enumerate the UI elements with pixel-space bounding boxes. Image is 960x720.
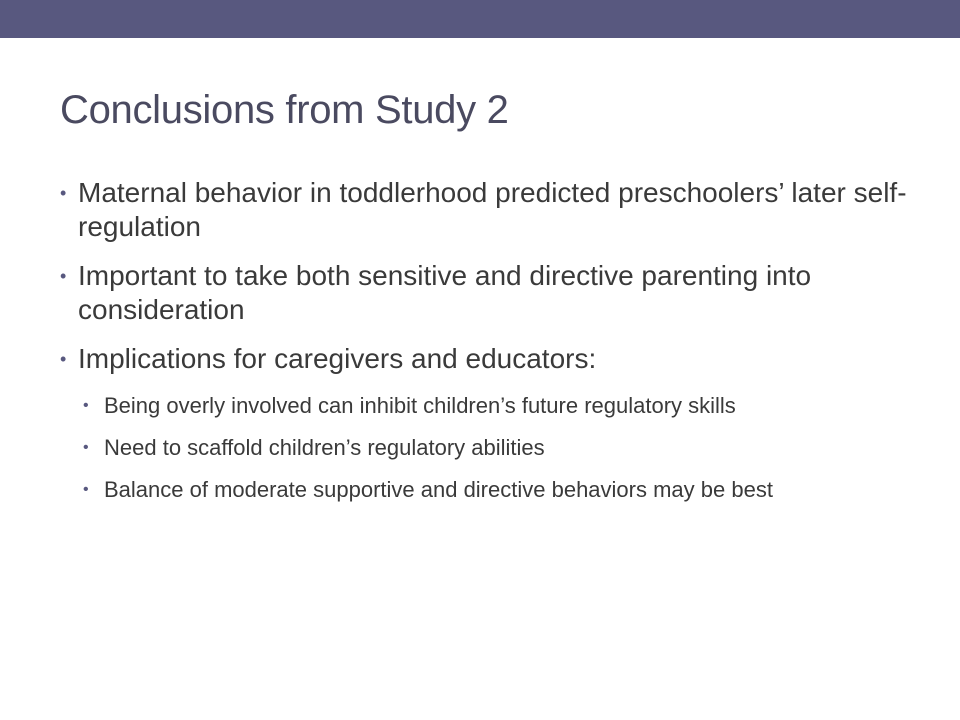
sub-bullet-text: Need to scaffold children’s regulatory abilities (104, 435, 545, 460)
sub-bullet-icon: • (83, 481, 89, 498)
top-accent-bar (0, 0, 960, 38)
bullet-item (60, 342, 920, 376)
sub-bullet-item (83, 475, 920, 504)
bullet-list (60, 176, 920, 517)
sub-bullet-text: Being overly involved can inhibit children’s future regulatory skills (104, 393, 736, 418)
sub-bullet-text: Balance of moderate supportive and directive behaviors may be best (104, 477, 773, 502)
bullet-icon: • (60, 183, 67, 203)
bullet-item (60, 259, 920, 327)
slide-title: Conclusions from Study 2 (60, 88, 509, 132)
bullet-text: Important to take both sensitive and directive parenting into consideration (78, 260, 812, 325)
bullet-item (60, 176, 920, 244)
sub-bullet-icon: • (83, 439, 89, 456)
sub-bullet-item (83, 391, 920, 420)
bullet-icon: • (60, 266, 67, 286)
bullet-text: Maternal behavior in toddlerhood predicted preschoolers’ later self-regulation (78, 177, 907, 242)
sub-bullet-item (83, 433, 920, 462)
sub-bullet-icon: • (83, 397, 89, 414)
bullet-icon: • (60, 349, 67, 369)
bullet-text: Implications for caregivers and educators: (78, 343, 597, 374)
